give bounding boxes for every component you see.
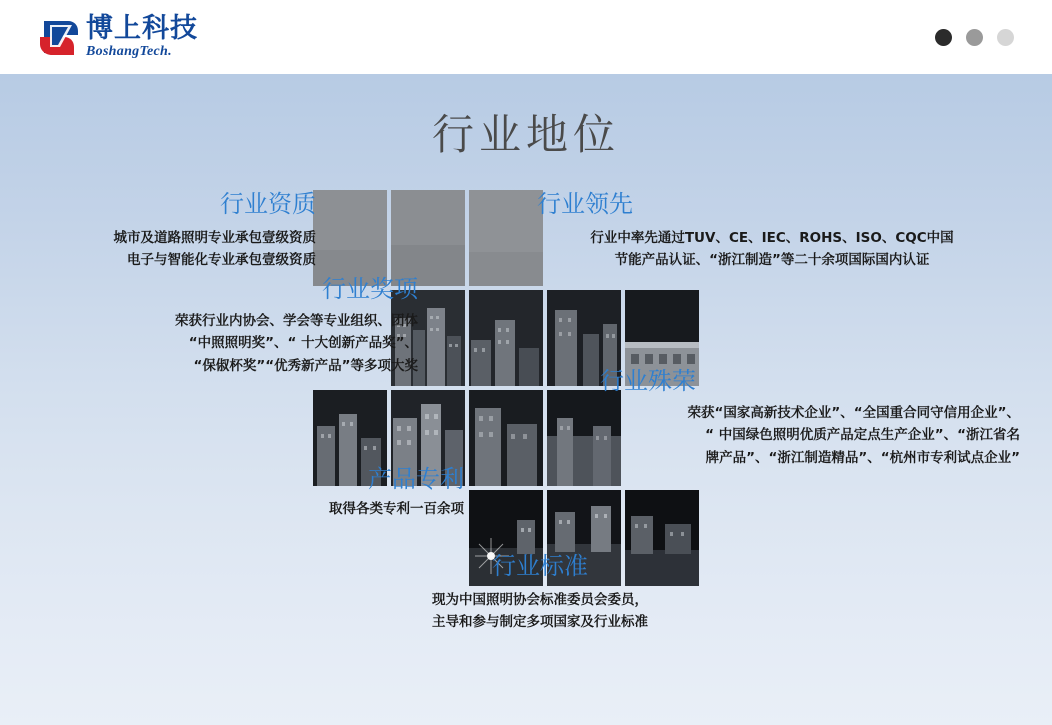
slide-body: [0, 74, 1052, 725]
block-leading-body: [537, 227, 1007, 272]
logo-text: [86, 15, 198, 59]
block-leading: [537, 184, 1007, 272]
text-line: “保俶杯奖”“优秀新产品”等多项大奖: [193, 357, 418, 374]
dot-mid-icon: [966, 29, 983, 46]
block-honors-heading: 行业殊荣: [600, 367, 696, 395]
page-title: 行业地位: [431, 110, 620, 159]
text-line: 取得各类专利一百余项: [329, 501, 464, 517]
text-line: 荣获“国家高新技术企业”、“全国重合同守信用企业”、: [687, 405, 1020, 421]
text-line: “中照照明奖”、“ 十大创新产品奖”、: [188, 335, 418, 352]
text-line: 行业中率先通过TUV、CE、IEC、ROHS、ISO、CQC中国: [590, 230, 954, 246]
block-patent-heading: 产品专利: [368, 465, 464, 493]
header-dots: [935, 29, 1014, 46]
text-line: 牌产品”、“浙江制造精品”、“杭州市专利试点企业”: [705, 449, 1020, 466]
text-line: 荣获行业内协会、学会等专业组织、团体: [175, 313, 418, 329]
block-qualification-heading: 行业资质: [220, 190, 316, 218]
block-standard-heading: 行业标准: [492, 552, 588, 580]
block-qualification: [48, 184, 316, 272]
block-awards-body: [40, 310, 418, 377]
text-line: 城市及道路照明专业承包壹级资质: [113, 230, 316, 246]
photo-tile: [469, 190, 543, 286]
dot-light-icon: [997, 29, 1014, 46]
text-line: 节能产品认证、“浙江制造”等二十余项国际国内认证: [614, 252, 930, 269]
text-line: 主导和参与制定多项国家及行业标准: [432, 614, 648, 631]
text-line: “ 中国绿色照明优质产品定点生产企业”、“浙江省名: [705, 427, 1020, 444]
block-honors-body: [600, 402, 1020, 469]
block-patent-body: [238, 498, 464, 520]
block-standard-body: [330, 589, 750, 634]
block-honors: [600, 361, 1020, 469]
dot-dark-icon: [935, 29, 952, 46]
photo-tile: [469, 290, 543, 386]
block-awards: [40, 269, 418, 377]
block-patent: [238, 459, 464, 520]
logo-english-name: BoshangTech.: [86, 44, 172, 59]
block-leading-heading: 行业领先: [537, 190, 633, 218]
text-line: 现为中国照明协会标准委员会委员，: [432, 592, 648, 608]
header-bar: [0, 0, 1052, 75]
block-awards-heading: 行业奖项: [322, 275, 418, 303]
logo-chinese-name: 博上科技: [86, 13, 198, 44]
company-logo: [38, 12, 198, 62]
text-line: 电子与智能化专业承包壹级资质: [127, 252, 316, 269]
photo-tile: [469, 390, 543, 486]
block-qualification-body: [48, 227, 316, 272]
logo-mark-icon: [38, 15, 80, 59]
block-standard: [330, 546, 750, 634]
